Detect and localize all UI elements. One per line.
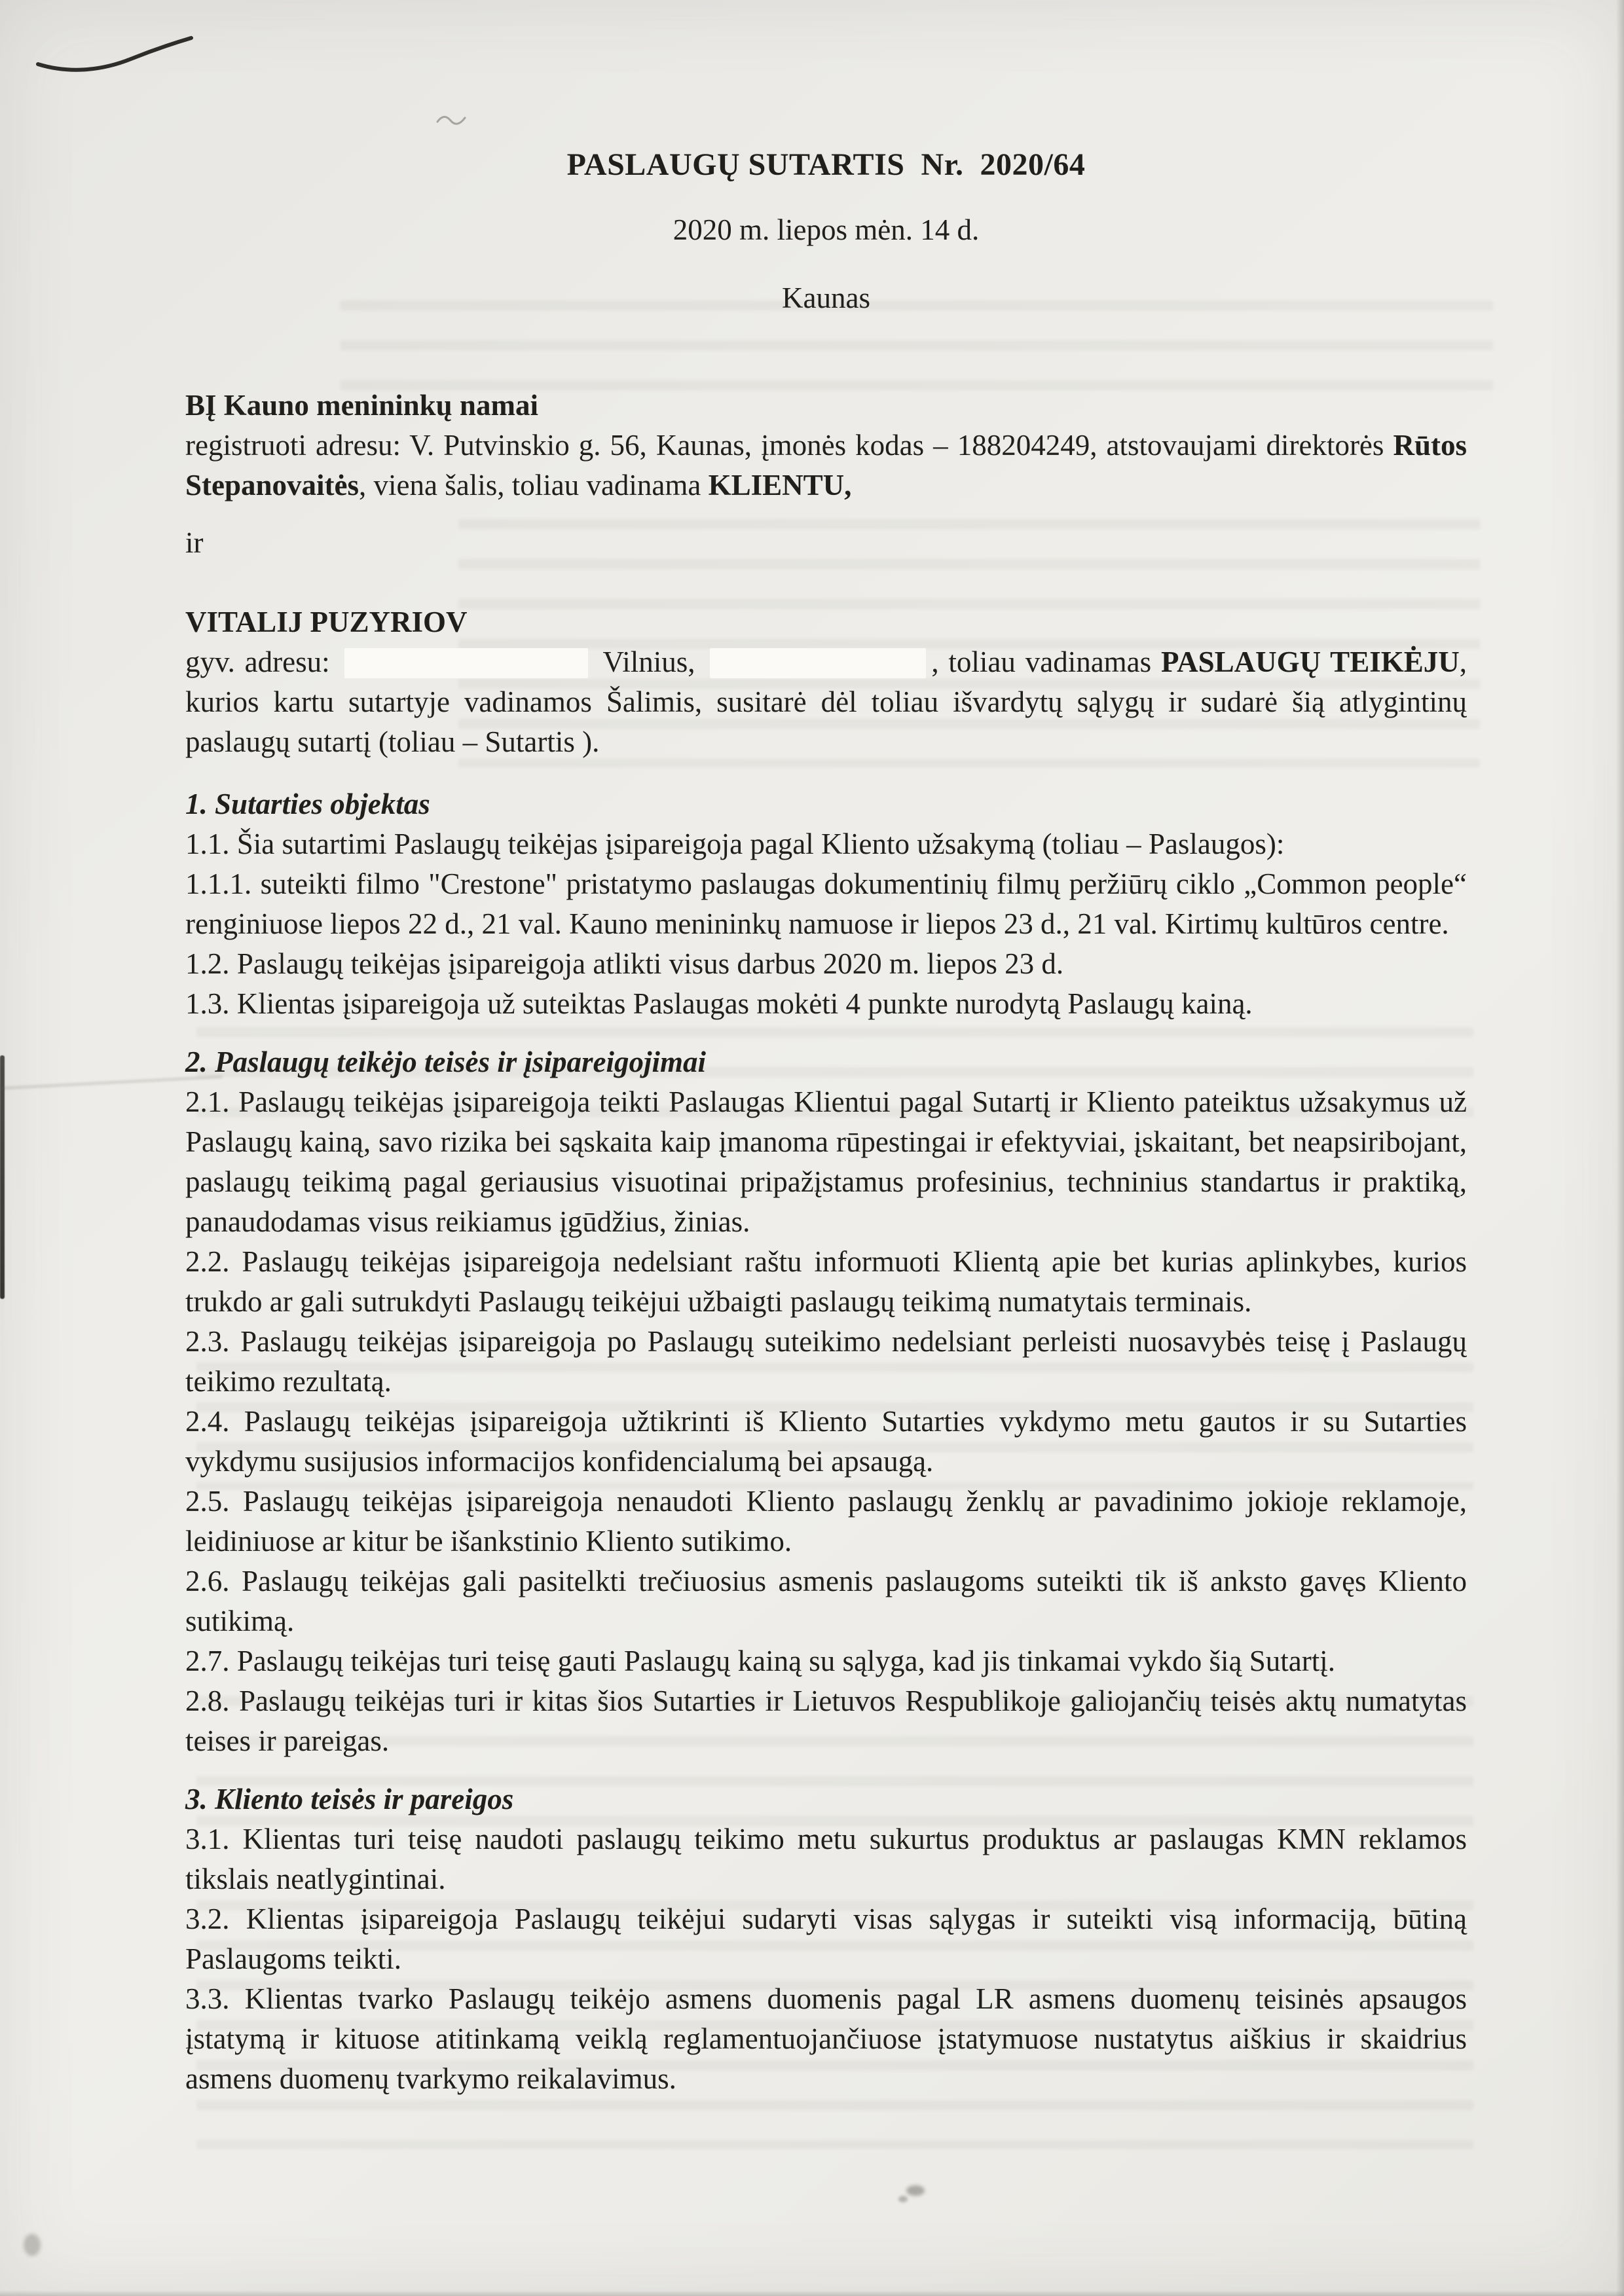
scan-edge-line-artifact <box>0 1055 5 1299</box>
clause-1-1: 1.1. Šia sutartimi Paslaugų teikėjas įsipareigoja pagal Kliento užsakymą (toliau – Paslaugos): <box>185 828 1285 860</box>
clause-2-3: 2.3. Paslaugų teikėjas įsipareigoja po Paslaugų suteikimo nedelsiant perleisti nuosavybės teisę į Paslaugų teikimo rezultatą. <box>185 1325 1467 1398</box>
client-director-name: Rūtos Stepanovaitės <box>185 429 1467 501</box>
contract-date: 2020 m. liepos mėn. 14 d. <box>673 213 980 246</box>
scan-edge-shadow-bottom <box>0 2290 1624 2296</box>
clause-1-1-1: 1.1.1. suteikti filmo "Crestone" pristatymo paslaugas dokumentinių filmų peržiūrų ciklo „Common people“ renginiuose liepos 22 d., 21 val. Kauno menininkų namuose ir liepos 23 d., 21 val. Kirtimų kultūros centre. <box>185 867 1467 940</box>
smudge-mark <box>898 2196 908 2202</box>
provider-details-text-3: , toliau vadinamas <box>931 646 1161 678</box>
ink-speck-mark <box>426 98 478 137</box>
client-name: BĮ Kauno menininkų namai <box>185 389 538 422</box>
smudge-mark <box>24 2234 41 2256</box>
conjunction-ir: ir <box>185 526 204 559</box>
section-heading-2: 2. Paslaugų teikėjo teisės ir įsipareigojimai <box>185 1046 707 1078</box>
clause-2-5: 2.5. Paslaugų teikėjas įsipareigoja nenaudoti Kliento paslaugų ženklų ar pavadinimo jokioje reklamoje, leidiniuose ar kitur be išankstinio Kliento sutikimo. <box>185 1485 1467 1558</box>
clause-1-3: 1.3. Klientas įsipareigoja už suteiktas Paslaugas mokėti 4 punkte nurodytą Paslaugų kainą. <box>185 987 1253 1020</box>
provider-details-text-2: Vilnius, <box>593 646 705 678</box>
clause-2-6: 2.6. Paslaugų teikėjas gali pasitelkti trečiuosius asmenis paslaugoms suteikti tik iš anksto gavęs Kliento sutikimą. <box>185 1565 1467 1637</box>
smudge-mark <box>906 2185 925 2196</box>
clause-1-2: 1.2. Paslaugų teikėjas įsipareigoja atlikti visus darbus 2020 m. liepos 23 d. <box>185 947 1064 980</box>
provider-defined-term: PASLAUGŲ TEIKĖJU <box>1160 646 1460 678</box>
clause-2-4: 2.4. Paslaugų teikėjas įsipareigoja užtikrinti iš Kliento Sutarties vykdymo metu gautos ir su Sutarties vykdymu susijusios informacijos konfidencialumą bei apsaugą. <box>185 1405 1467 1478</box>
provider-details-text-1: gyv. adresu: <box>185 646 340 678</box>
provider-name: VITALIJ PUZYRIOV <box>185 606 468 638</box>
client-details-paragraph <box>185 426 1467 505</box>
section-heading-1: 1. Sutarties objektas <box>185 788 430 820</box>
redacted-info-box <box>710 648 926 678</box>
clause-2-8: 2.8. Paslaugų teikėjas turi ir kitas šios Sutarties ir Lietuvos Respublikoje galiojančių teisės aktų numatytas teises ir pareigas. <box>185 1685 1467 1757</box>
clause-3-3: 3.3. Klientas tvarko Paslaugų teikėjo asmens duomenis pagal LR asmens duomenų teisinės apsaugos įstatymą ir kituose atitinkamą veiklą reglamentuojančiuose įstatymuose nustatytus aiškius ir skaidrius asmens duomenų tvarkymo reikalavimus. <box>185 1982 1467 2095</box>
client-details-text-1: registruoti adresu: V. Putvinskio g. 56, Kaunas, įmonės kodas – 188204249, atstovaujami direktorės <box>185 429 1393 462</box>
clause-2-2: 2.2. Paslaugų teikėjas įsipareigoja nedelsiant raštu informuoti Klientą apie bet kurias aplinkybes, kurios trukdo ar gali sutrukdyti Paslaugų teikėjui užbaigti paslaugų teikimą numatytais terminais. <box>185 1245 1467 1318</box>
contract-city: Kaunas <box>782 282 870 314</box>
contract-body <box>185 147 1467 2099</box>
pen-stroke-mark <box>26 26 210 98</box>
clause-3-2: 3.2. Klientas įsipareigoja Paslaugų teikėjui sudaryti visas sąlygas ir suteikti visą informaciją, būtiną Paslaugoms teikti. <box>185 1903 1467 1975</box>
provider-details-paragraph <box>185 642 1467 762</box>
contract-title: PASLAUGŲ SUTARTIS Nr. 2020/64 <box>566 147 1086 182</box>
section-heading-3: 3. Kliento teisės ir pareigos <box>185 1783 514 1815</box>
scan-edge-shadow-right <box>1616 0 1624 2296</box>
redacted-address-box <box>344 648 588 678</box>
clause-3-1: 3.1. Klientas turi teisę naudoti paslaugų teikimo metu sukurtus produktus ar paslaugas KMN reklamos tikslais neatlygintinai. <box>185 1823 1467 1895</box>
provider-details-text-4: , kurios kartu sutartyje vadinamos Šalimis, susitarė dėl toliau išvardytų sąlygų ir sudarė šią atlygintinų paslaugų sutartį (toliau – Sutartis ). <box>185 646 1467 758</box>
client-details-text-2: , viena šalis, toliau vadinama <box>359 469 709 501</box>
clause-2-1: 2.1. Paslaugų teikėjas įsipareigoja teikti Paslaugas Klientui pagal Sutartį ir Kliento pateiktus užsakymus už Paslaugų kainą, savo rizika bei sąskaita kaip įmanoma rūpestingai ir efektyviai, įskaitant, bet neapsiribojant, paslaugų teikimą pagal geriausius visuotinai pripažįstamus profesinius, techninius standartus ir praktiką, panaudodamas visus reikiamus įgūdžius, žinias. <box>185 1085 1467 1238</box>
client-defined-term: KLIENTU, <box>708 469 852 501</box>
clause-2-7: 2.7. Paslaugų teikėjas turi teisę gauti Paslaugų kainą su sąlyga, kad jis tinkamai vykdo šią Sutartį. <box>185 1645 1335 1677</box>
